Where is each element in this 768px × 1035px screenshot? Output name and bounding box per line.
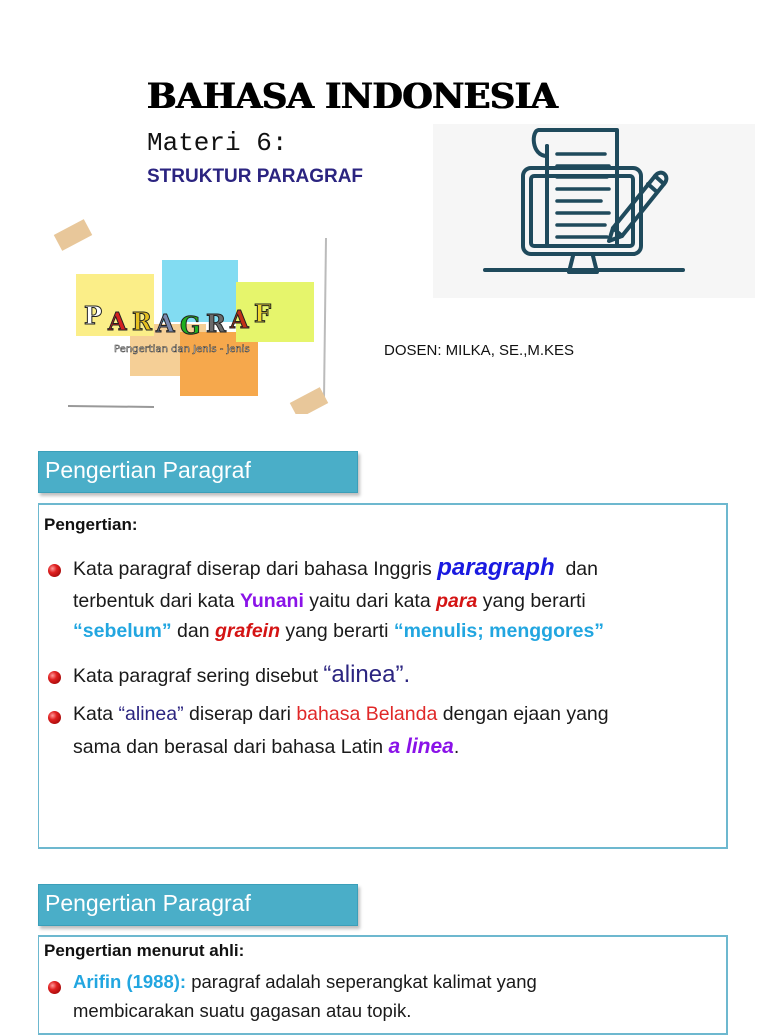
svg-text:P: P	[84, 301, 103, 330]
bullet-1-line-2: terbentuk dari kata Yunani yaitu dari kata para yang berarti	[73, 590, 586, 612]
lecturer-name: DOSEN: MILKA, SE.,M.KES	[384, 342, 575, 359]
bullet-icon	[48, 564, 61, 577]
bullet-1-line-1: Kata paragraf diserap dari bahasa Inggris paragraph dan	[73, 554, 598, 581]
document-monitor-image	[433, 124, 755, 298]
svg-text:G: G	[180, 311, 201, 340]
paragraf-sticky-notes-image	[34, 214, 334, 414]
content-box-1	[38, 503, 728, 849]
section-header-title: Pengertian Paragraf	[45, 457, 251, 483]
section-header-1	[38, 451, 358, 493]
bullet-icon	[48, 671, 61, 684]
topic-title: STRUKTUR PARAGRAF	[147, 166, 364, 187]
bullet-1-line-3: “sebelum” dan grafein yang berarti “menulis; menggores”	[73, 620, 605, 642]
bullet-ahli-line-2: membicarakan suatu gagasan atau topik.	[73, 1000, 412, 1021]
svg-text:F: F	[254, 299, 272, 328]
svg-text:A: A	[230, 305, 249, 334]
svg-text:A: A	[156, 309, 175, 338]
bullet-ahli-line-1: Arifin (1988): paragraf adalah seperangkat kalimat yang	[73, 971, 537, 992]
document-pencil-icon	[433, 124, 755, 298]
content-label: Pengertian menurut ahli:	[44, 941, 245, 960]
svg-text:R: R	[132, 307, 152, 336]
bullet-3-line-1: Kata “alinea” diserap dari bahasa Belanda dengan ejaan yang	[73, 703, 609, 725]
main-title: BAHASA INDONESIA	[147, 76, 558, 117]
paragraf-caption: Pengertian dan Jenis - jenis	[114, 344, 250, 355]
svg-text:R: R	[206, 309, 226, 338]
bullet-icon	[48, 981, 61, 994]
section-header-2	[38, 884, 358, 926]
section-header-title: Pengertian Paragraf	[45, 890, 251, 916]
bullet-3-line-2: sama dan berasal dari bahasa Latin a linea.	[73, 735, 460, 758]
svg-text:A: A	[108, 307, 127, 336]
content-label: Pengertian:	[44, 515, 138, 534]
content-box-2	[38, 935, 728, 1035]
bullet-icon	[48, 711, 61, 724]
bullet-2-line-1: Kata paragraf sering disebut “alinea”.	[73, 661, 411, 688]
subtitle-materi: Materi 6:	[147, 128, 288, 158]
